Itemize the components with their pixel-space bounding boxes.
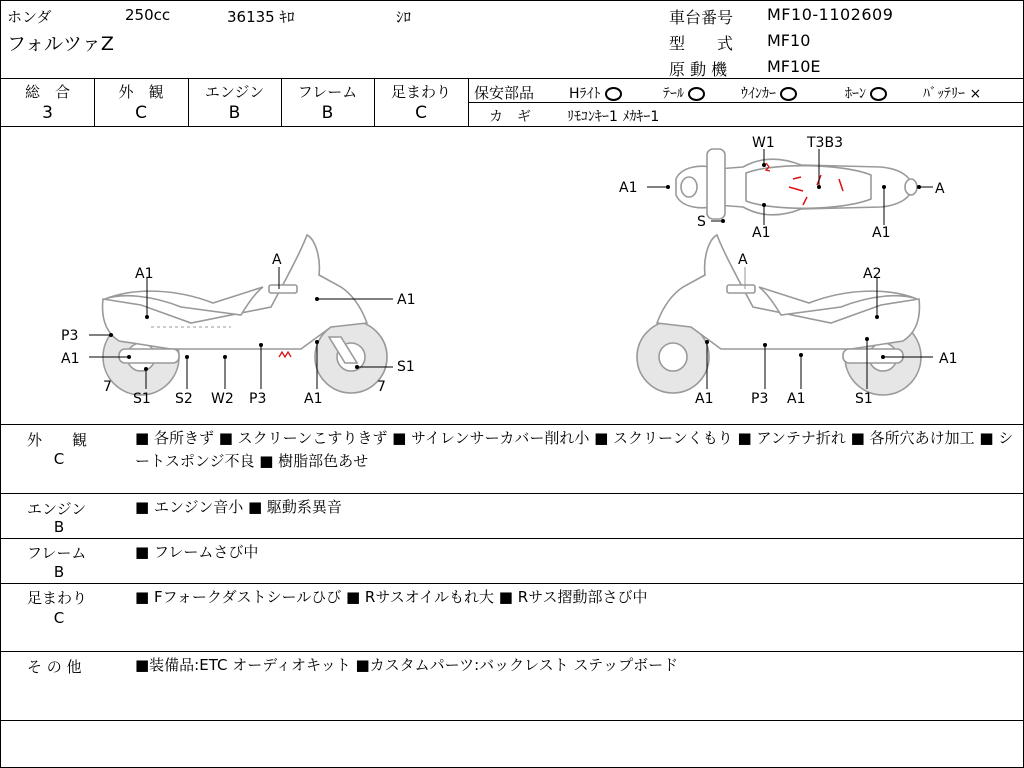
section-grade-engine: B: [53, 518, 65, 536]
frame-no-label: 車台番号: [669, 8, 734, 27]
mark-label: P3: [249, 391, 267, 407]
grade-value-frame: B: [321, 103, 334, 123]
ok-circle-icon: [870, 87, 887, 101]
grade-value-exterior: C: [135, 103, 147, 123]
mark-label: 7: [103, 379, 112, 395]
mark-label: P3: [751, 391, 769, 407]
section-label-frame: フレーム: [27, 544, 87, 562]
safety-label: 保安部品: [474, 84, 535, 102]
divider: [1, 78, 1023, 79]
color: ｼﾛ: [396, 8, 412, 26]
mark-label: A1: [695, 391, 714, 407]
safety-item-battery: ﾊﾞｯﾃﾘｰ ×: [923, 86, 982, 102]
mark-label: A2: [863, 266, 882, 282]
divider: [1, 720, 1023, 721]
engine-label: 原 動 機: [669, 60, 728, 79]
frame-no-value: MF10-1102609: [767, 5, 894, 24]
divider: [1, 538, 1023, 539]
mark-label: A1: [787, 391, 806, 407]
key-value: ﾘﾓｺﾝｷｰ1 ﾒｶｷｰ1: [567, 109, 660, 125]
mark-label: A1: [619, 180, 638, 196]
safety-item-winker: ｳｲﾝｶｰ: [741, 83, 797, 103]
mark-label: A1: [135, 266, 154, 282]
top-view: [619, 135, 945, 241]
grade-label-total: 総 合: [24, 83, 70, 101]
mileage: 36135 ｷﾛ: [227, 8, 295, 26]
section-text-exterior: ■ 各所きず ■ スクリーンこすりきず ■ サイレンサーカバー削れ小 ■ スクリーンくもり ■ アンテナ折れ ■ 各所穴あけ加工 ■ シートスポンジ不良 ■ 樹脂部色あせ: [135, 429, 1014, 470]
ok-circle-icon: [605, 87, 622, 101]
type-value: MF10: [767, 31, 811, 50]
right-side-view: [637, 235, 957, 407]
divider: [468, 78, 469, 126]
mark-label: W1: [752, 135, 775, 151]
section-grade-exterior: C: [53, 450, 65, 468]
mark-label: A1: [397, 292, 416, 308]
section-text-other: ■装備品:ETC オーディオキット ■カスタムパーツ:バックレスト ステップボード: [135, 656, 679, 674]
grade-label-engine: エンジン: [204, 83, 265, 101]
divider: [1, 583, 1023, 584]
mark-label: S2: [175, 391, 193, 407]
safety-item-tail: ﾃｰﾙ: [663, 83, 705, 103]
key-label: カ ギ: [489, 109, 531, 125]
mark-label: A1: [872, 225, 891, 241]
mark-label: A1: [61, 351, 80, 367]
grade-value-engine: B: [228, 103, 241, 123]
maker: ホンダ: [7, 8, 52, 26]
left-side-view: [61, 235, 415, 407]
grade-label-exterior: 外 観: [118, 83, 164, 101]
mark-label: A1: [752, 225, 771, 241]
mark-label: S1: [133, 391, 151, 407]
mark-label: S1: [855, 391, 873, 407]
section-text-engine: ■ エンジン音小 ■ 駆動系異音: [135, 498, 342, 516]
divider: [1, 424, 1023, 425]
grade-value-total: 3: [42, 103, 53, 123]
mark-label: S: [697, 214, 706, 230]
ok-circle-icon: [780, 87, 797, 101]
displacement: 250cc: [125, 6, 171, 24]
grade-value-suspension: C: [415, 103, 427, 123]
mark-label: W2: [211, 391, 234, 407]
divider: [1, 493, 1023, 494]
grade-label-frame: フレーム: [297, 83, 358, 101]
safety-item-horn: ﾎｰﾝ: [845, 83, 887, 103]
section-grade-frame: B: [53, 563, 65, 581]
engine-value: MF10E: [767, 57, 821, 76]
mark-label: A1: [304, 391, 323, 407]
mark-label: T3B3: [807, 135, 843, 151]
type-label: 型 式: [669, 34, 734, 53]
mark-label: A: [272, 252, 282, 268]
grade-label-suspension: 足まわり: [390, 83, 451, 101]
section-text-frame: ■ フレームさび中: [135, 543, 259, 561]
section-label-engine: エンジン: [27, 500, 87, 518]
mark-label: P3: [61, 328, 79, 344]
model-name: フォルツァZ: [7, 33, 114, 55]
safety-item-headlight: Hﾗｲﾄ: [569, 83, 622, 103]
section-grade-suspension: C: [53, 609, 65, 627]
divider: [1, 651, 1023, 652]
section-label-exterior: 外 観: [27, 431, 88, 449]
mark-label: S1: [397, 359, 415, 375]
mark-label: A: [935, 181, 945, 197]
section-label-other: そ の 他: [27, 658, 82, 676]
mark-label: 7: [377, 379, 386, 395]
section-text-suspension: ■ Fフォークダストシールひび ■ Rサスオイルもれ大 ■ Rサス摺動部さび中: [135, 588, 648, 606]
damage-diagram: [1, 127, 1023, 425]
section-label-suspension: 足まわり: [27, 589, 88, 607]
mark-label: A1: [939, 351, 958, 367]
mark-label: A: [738, 252, 748, 268]
ng-cross-icon: ×: [969, 86, 982, 102]
ok-circle-icon: [688, 87, 705, 101]
